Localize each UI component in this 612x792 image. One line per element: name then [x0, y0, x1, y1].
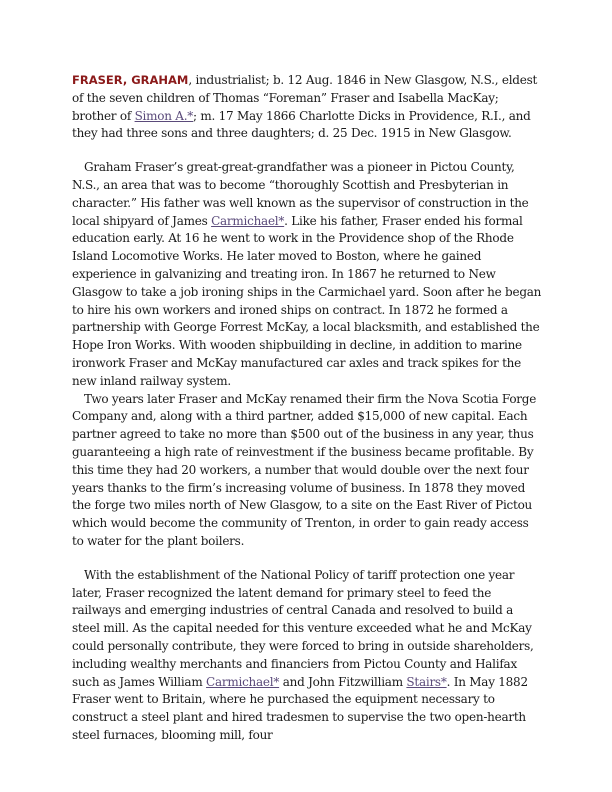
paragraph-text: With the establishment of the National Policy of tariff protection one year later, Fraser recognized the latent demand for primary steel to feed the railways and emerging industries of central Canada and resolved to build a steel mill. As the capital needed for this venture exceeded what he and McKay could personally contribute, they were forced to bring in outside shareholders, including wealthy merchants and financiers from Pictou County and Halifax such as James William	[72, 567, 534, 689]
cross-reference-link[interactable]: Simon A.*	[134, 108, 194, 123]
cross-reference-link[interactable]: Carmichael*	[211, 213, 285, 228]
cross-reference-link[interactable]: Carmichael*	[206, 674, 280, 689]
lead-text: ; m. 17 May 1866 Charlotte Dicks in Providence, R.I., and they had three sons and three daughters; d. 25 Dec. 1915 in New Glasgow.	[72, 108, 531, 141]
body-paragraph	[72, 159, 542, 390]
lead-text: , industrialist; b. 12 Aug. 1846 in New Glasgow, N.S., eldest of the seven children of Thomas “Foreman” Fraser and Isabella MacKay; brother of	[72, 73, 538, 123]
body-paragraph	[72, 567, 542, 745]
entry-heading	[72, 72, 542, 143]
biography-page	[72, 72, 542, 745]
paragraph-text: . Like his father, Fraser ended his formal education early. At 16 he went to work in the Providence shop of the Rhode Island Locomotive Works. He later moved to Boston, where he gained experience in galvanizing and treating iron. In 1867 he returned to New Glasgow to take a job ironing ships in the Carmichael yard. Soon after he began to hire his own workers and ironed ships on contract. In 1872 he formed a partnership with George Forrest McKay, a local blacksmith, and established the Hope Iron Works. With wooden shipbuilding in decline, in addition to marine ironwork Fraser and McKay manufactured car axles and track spikes for the new inland railway system.	[72, 213, 542, 388]
paragraph-text: Graham Fraser’s great-great-grandfather was a pioneer in Pictou County, N.S., an area that was to become “thoroughly Scottish and Presbyterian in character.” His father was well known as the supervisor of construction in the local shipyard of James	[72, 160, 529, 228]
paragraph-text: . In May 1882 Fraser went to Britain, where he purchased the equipment necessary to construct a steel plant and hired tradesmen to supervise the two open-hearth steel furnaces, blooming mill, four	[72, 674, 528, 742]
paragraph-text: and John Fitzwilliam	[279, 674, 407, 689]
cross-reference-link[interactable]: Stairs*	[406, 674, 447, 689]
headword: FRASER, GRAHAM	[72, 73, 189, 87]
body-paragraph	[72, 391, 542, 551]
paragraph-text: Two years later Fraser and McKay renamed their firm the Nova Scotia Forge Company and, along with a third partner, added $15,000 of new capital. Each partner agreed to take no more than $500 out of the business in any year, thus guaranteeing a high rate of reinvestment if the business became profitable. By this time they had 20 workers, a number that would double over the next four years thanks to the firm’s increasing volume of business. In 1878 they moved the forge two miles north of New Glasgow, to a site on the East River of Pictou which would become the community of Trenton, in order to gain ready access to water for the plant boilers.	[72, 391, 537, 548]
